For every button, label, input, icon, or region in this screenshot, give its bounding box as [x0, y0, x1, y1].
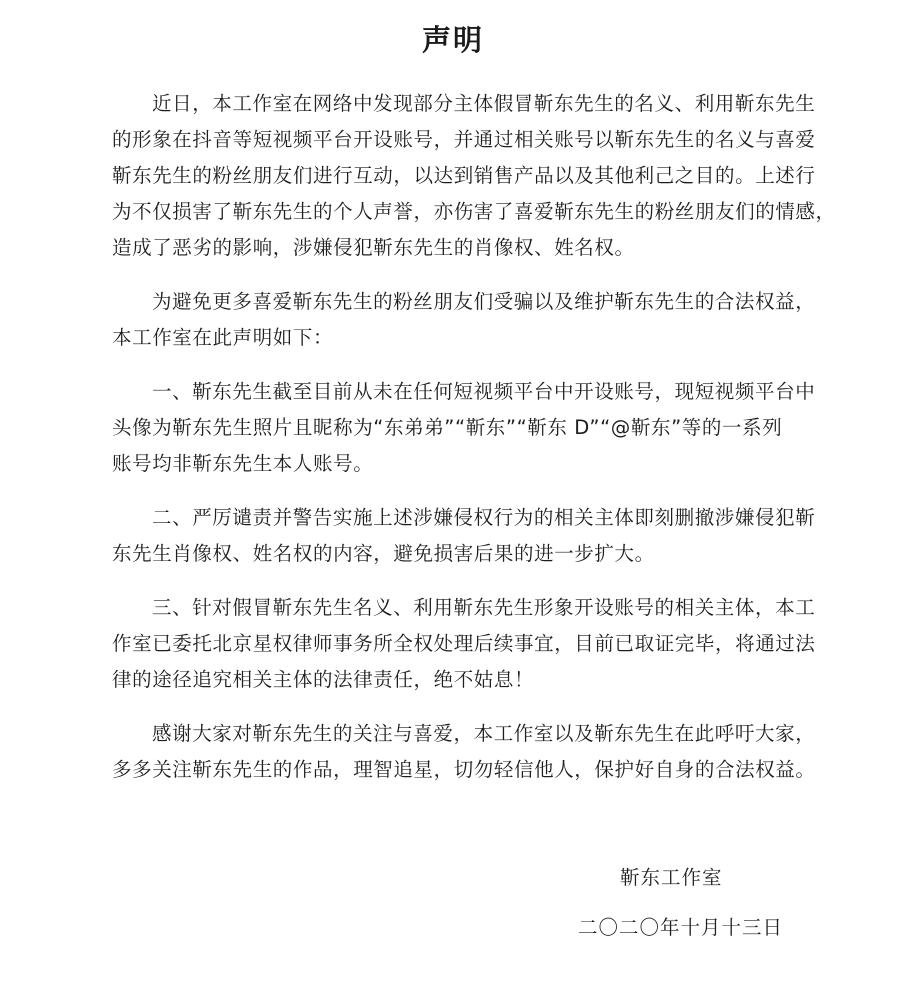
text-line: 账号均非靳东先生本人账号。	[112, 452, 374, 475]
text-line: 靳东先生的粉丝朋友们进行互动，以达到销售产品以及其他利己之目的。上述行	[112, 164, 816, 187]
paragraph-closing	[112, 716, 816, 788]
document-body	[112, 86, 836, 806]
date: 二〇二〇年十月十三日	[578, 916, 784, 939]
text-line: 东先生肖像权、姓名权的内容，避免损害后果的进一步扩大。	[112, 542, 655, 565]
text-line: 造成了恶劣的影响，涉嫌侵犯靳东先生的肖像权、姓名权。	[112, 236, 635, 259]
text-line: 多多关注靳东先生的作品，理智追星，切勿轻信他人，保护好自身的合法权益。	[112, 758, 816, 781]
paragraph-point-one	[112, 374, 816, 482]
paragraph-point-two	[112, 500, 816, 572]
text-line: 头像为靳东先生照片且昵称为“东弟弟”“靳东”“靳东 D”“@靳东”等的一系列	[112, 416, 783, 439]
document-title: 声明	[421, 23, 484, 57]
paragraph-point-three	[112, 590, 816, 698]
text-line: 的形象在抖音等短视频平台开设账号，并通过相关账号以靳东先生的名义与喜爱	[112, 128, 816, 151]
text-line: 三、针对假冒靳东先生名义、利用靳东先生形象开设账号的相关主体，本工	[152, 596, 816, 619]
text-line: 为不仅损害了靳东先生的个人声誉，亦伤害了喜爱靳东先生的粉丝朋友们的情感，	[112, 200, 836, 223]
signature: 靳东工作室	[620, 866, 723, 889]
text-line: 一、靳东先生截至目前从未在任何短视频平台中开设账号，现短视频平台中	[152, 380, 816, 403]
text-line: 近日，本工作室在网络中发现部分主体假冒靳东先生的名义、利用靳东先生	[152, 92, 816, 115]
text-line: 二、严厉谴责并警告实施上述涉嫌侵权行为的相关主体即刻删撤涉嫌侵犯靳	[152, 506, 816, 529]
text-line: 本工作室在此声明如下：	[112, 326, 334, 349]
paragraph-purpose	[112, 284, 816, 356]
paragraph-intro	[112, 86, 836, 266]
text-line: 律的途径追究相关主体的法律责任，绝不姑息！	[112, 668, 535, 691]
text-line: 作室已委托北京星权律师事务所全权处理后续事宜，目前已取证完毕，将通过法	[112, 632, 816, 655]
text-line: 感谢大家对靳东先生的关注与喜爱，本工作室以及靳东先生在此呼吁大家，	[152, 722, 816, 745]
text-line: 为避免更多喜爱靳东先生的粉丝朋友们受骗以及维护靳东先生的合法权益，	[152, 290, 816, 313]
